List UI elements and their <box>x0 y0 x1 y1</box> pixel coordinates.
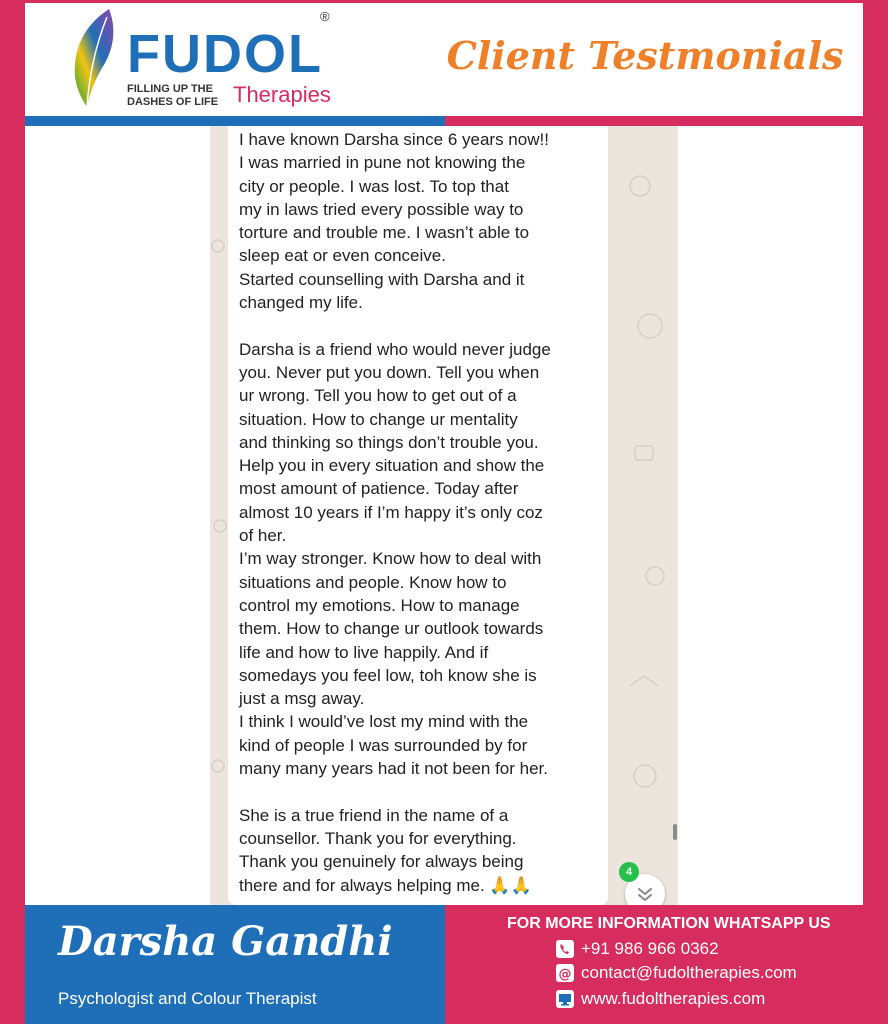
phone-number: +91 986 966 0362 <box>581 939 719 958</box>
brand-tagline <box>127 83 218 109</box>
message-line: Darsha is a friend who would never judge <box>239 339 551 359</box>
feather-icon <box>65 7 125 111</box>
message-line: She is a true friend in the name of a <box>239 805 509 825</box>
message-line: of her. <box>239 526 287 546</box>
message-line: I was married in pune not knowing the <box>239 153 526 173</box>
page-title: Client Testmonials <box>446 33 844 78</box>
info-heading: FOR MORE INFORMATION WHATSAPP US <box>507 915 831 932</box>
message-line: somedays you feel low, toh know she is <box>239 665 537 685</box>
website-row[interactable] <box>555 988 765 1010</box>
message-line: Started counselling with Darsha and it <box>239 269 525 289</box>
svg-text:@: @ <box>558 967 572 982</box>
website-url: www.fudoltherapies.com <box>581 989 766 1008</box>
message-line: them. How to change ur outlook towards <box>239 619 544 639</box>
message-line: just a msg away. <box>239 689 365 709</box>
message-line <box>239 780 619 803</box>
frame-right <box>863 0 888 1024</box>
registered-mark: ® <box>320 9 330 24</box>
header-stripe-pink <box>445 116 863 126</box>
header-stripe-blue <box>25 116 445 126</box>
message-line: sleep eat or even conceive. <box>239 246 446 266</box>
scrollbar-thumb[interactable] <box>673 824 677 840</box>
monitor-icon <box>555 989 575 1009</box>
message-line: counsellor. Thank you for everything. <box>239 828 517 848</box>
email-address: contact@fudoltherapies.com <box>581 963 797 982</box>
message-line: most amount of patience. Today after <box>239 479 519 499</box>
message-line: ur wrong. Tell you how to get out of a <box>239 386 517 406</box>
message-line: life and how to live happily. And if <box>239 642 489 662</box>
message-line <box>239 314 619 337</box>
therapist-name: Darsha Gandhi <box>58 918 393 965</box>
unread-badge: 4 <box>619 862 639 882</box>
message-line: kind of people I was surrounded by for <box>239 735 528 755</box>
message-line: situations and people. Know how to <box>239 572 507 592</box>
message-line: control my emotions. How to manage <box>239 595 520 615</box>
message-line: almost 10 years if I’m happy it’s only coz <box>239 502 543 522</box>
brand-name: FUDOL <box>127 24 323 84</box>
header <box>25 3 863 116</box>
message-line: torture and trouble me. I wasn’t able to <box>239 223 530 243</box>
brand-subname: Therapies <box>233 82 331 107</box>
message-line: situation. How to change ur mentality <box>239 409 518 429</box>
testimonial-message <box>239 128 619 897</box>
phone-icon <box>555 939 575 959</box>
message-line: I have known Darsha since 6 years now!! <box>239 130 549 149</box>
message-line: city or people. I was lost. To top that <box>239 176 509 196</box>
message-line: changed my life. <box>239 293 363 313</box>
brand-logo <box>65 3 365 113</box>
message-line: I think I would’ve lost my mind with the <box>239 712 529 732</box>
at-sign-icon <box>555 963 575 983</box>
tagline-line-1: FILLING UP THE <box>127 83 213 95</box>
frame-left <box>0 0 25 1024</box>
message-line: Help you in every situation and show the <box>239 456 545 476</box>
message-line: you. Never put you down. Tell you when <box>239 362 540 382</box>
message-line: there and for always helping me. 🙏🙏 <box>239 875 532 895</box>
message-line: many many years had it not been for her. <box>239 759 549 779</box>
therapist-role: Psychologist and Colour Therapist <box>58 989 317 1008</box>
chat-screenshot[interactable] <box>210 126 678 905</box>
phone-row[interactable] <box>555 938 719 960</box>
email-row[interactable] <box>555 962 797 984</box>
message-line: Thank you genuinely for always being <box>239 852 524 872</box>
message-line: I’m way stronger. Know how to deal with <box>239 549 542 569</box>
tagline-line-2: DASHES OF LIFE <box>127 96 219 108</box>
message-line: and thinking so things don’t trouble you. <box>239 432 539 452</box>
message-line: my in laws tried every possible way to <box>239 199 524 219</box>
